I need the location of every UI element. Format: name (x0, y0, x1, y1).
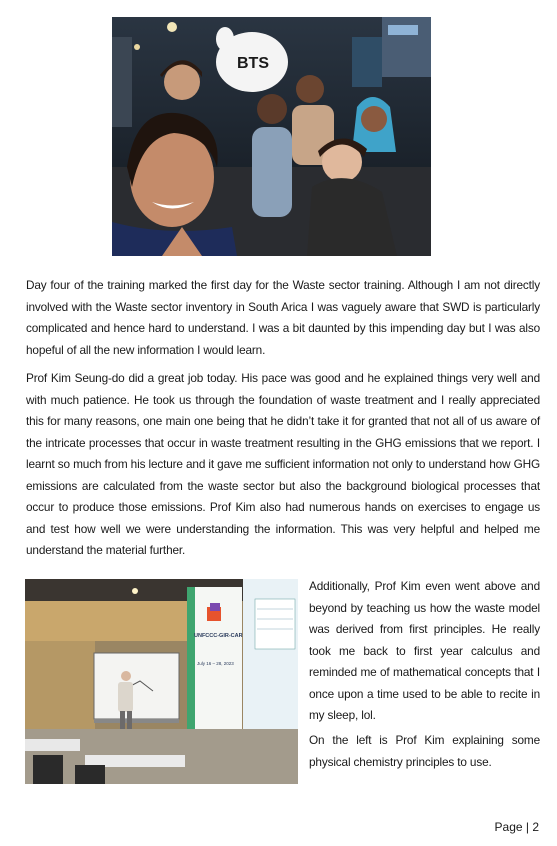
banner-date: July 16 – 28, 2023 (197, 661, 234, 666)
paragraph-photo-caption: On the left is Prof Kim explaining some physical chemistry principles to use. (309, 733, 540, 769)
bts-sign-text: BTS (237, 55, 269, 72)
lecture-photo (25, 579, 298, 784)
paragraph-prof-kim: Prof Kim Seung-do did a great job today. His pace was good and he explained things very well and with much patience. He took us through the foundation of waste treatment and I really appreciated this for many reasons, one main one being that he didn’t take it for granted that not all of us aware of the intricate processes that occur in waste treatment resulting in the GHG emissions that we report. I learnt so much from his lecture and it gave me sufficient information not only to understand how GHG emissions are calculated from the waste sector but also the background biological processes that occur to produce those emissions. Prof Kim also had numerous hands on exercises to engage us and test how well we were understanding the information. This was very helpful and helped me understand the material further. (26, 371, 540, 557)
group-selfie-photo (112, 17, 431, 256)
banner-text: UNFCCC-GIR-CAR (194, 633, 243, 639)
page-number: Page | 2 (494, 820, 539, 834)
paragraph-waste-model: Additionally, Prof Kim even went above and beyond by teaching us how the waste model was derived from first principles. He really took me back to first year calculus and reminded me of mathematical concepts that I once upon a time used to be able to recite in my sleep, lol. (309, 579, 540, 722)
paragraph-day-four: Day four of the training marked the first day for the Waste sector training. Although I am not directly involved with the Waste sector inventory in South Arica I was vaguely aware that SWD is particularly complicated and hence hard to understand. I was a bit daunted by this impending day but I was also hopeful of all the new information I would learn. (26, 278, 540, 357)
